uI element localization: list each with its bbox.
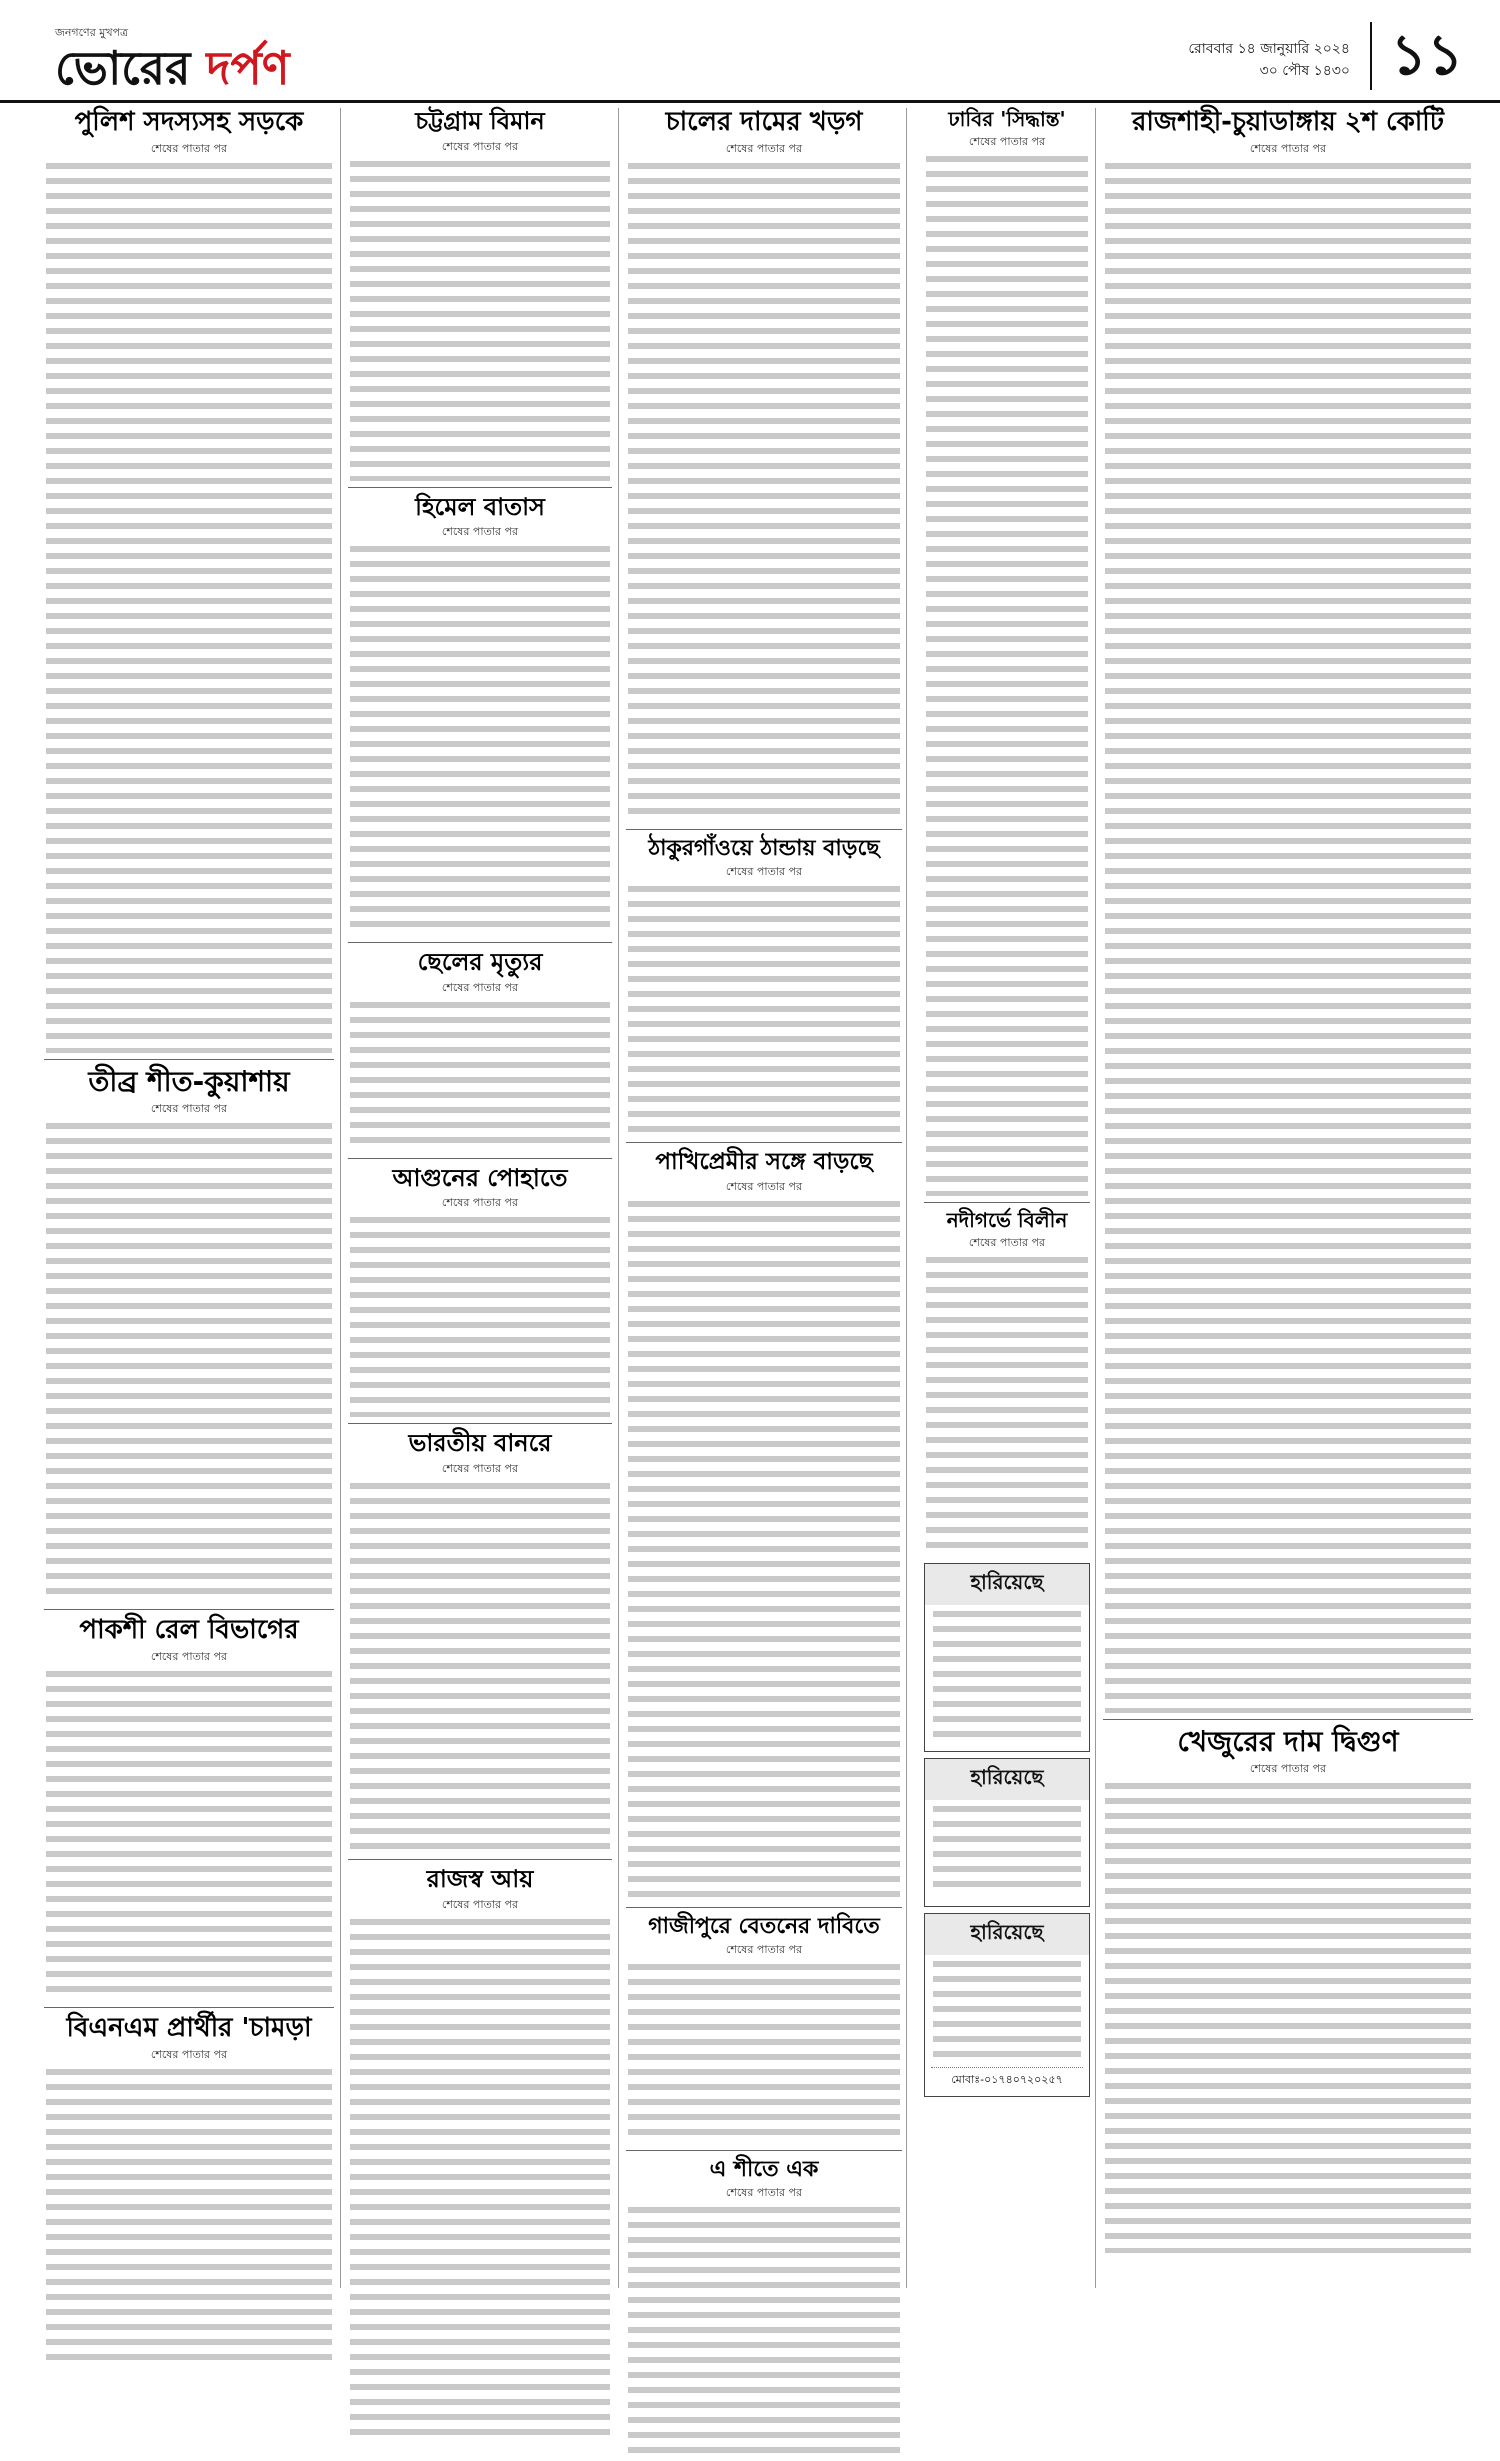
headline: রাজস্ব আয় (426, 1864, 534, 1893)
article-police (44, 108, 334, 1053)
article-body (926, 1257, 1088, 1557)
article-body (46, 1123, 332, 1603)
headline: চট্টগ্রাম বিমান (415, 107, 545, 135)
logo-tagline: জনগণের মুখপত্র (55, 26, 129, 39)
article-thakurgaon-cold (626, 836, 902, 1136)
continued-label: শেষের পাতার পর (150, 1649, 228, 1663)
article-river-erosion (924, 1209, 1090, 1557)
article-pakshi-rail (44, 1616, 334, 2001)
headline: হিমেল বাতাস (415, 492, 545, 521)
issue-date-gregorian: রোববার ১৪ জানুয়ারি ২০২৪ (1188, 41, 1350, 57)
continued-label: শেষের পাতার পর (968, 1236, 1046, 1249)
divider (348, 487, 612, 488)
headline: চালের দামের খড়গ (665, 107, 863, 137)
article-cold-wind (348, 494, 612, 937)
article-body (350, 1217, 610, 1417)
continued-label: শেষের পাতার পর (441, 139, 519, 153)
column-5 (1103, 108, 1473, 2257)
headline: ছেলের মৃত্যুর (417, 948, 543, 977)
divider (348, 1158, 612, 1159)
headline: ঢাবির 'সিদ্ধান্ত' (948, 107, 1066, 131)
headline: পাকশী রেল বিভাগের (79, 1615, 299, 1646)
column-3 (626, 108, 902, 2461)
lost-notice-phone: মোবাঃ-০১৭৪০৭২০২৫৭ (931, 2067, 1083, 2090)
continued-label: শেষের পাতার পর (441, 1461, 519, 1475)
column-divider (906, 108, 907, 2288)
headline: নদীগর্ভে বিলীন (946, 1208, 1068, 1232)
continued-label: শেষের পাতার পর (441, 1897, 519, 1911)
column-divider (1095, 108, 1096, 2288)
divider (1103, 1719, 1473, 1720)
divider (348, 1859, 612, 1860)
print-strip (908, 1560, 922, 2160)
newspaper-logo (55, 26, 415, 95)
article-indian-monkey (348, 1430, 612, 1853)
divider (626, 2150, 902, 2151)
article-body (628, 1964, 900, 2144)
article-son-death (348, 949, 612, 1152)
continued-label: শেষের পাতার পর (1249, 1762, 1327, 1776)
article-body (350, 1919, 610, 2439)
divider (348, 942, 612, 943)
article-cold-fog (44, 1066, 334, 1603)
headline: রাজশাহী-চুয়াডাঙ্গায় ২শ কোটি (1132, 107, 1444, 137)
continued-label: শেষের পাতার পর (441, 980, 519, 994)
article-body (46, 1671, 332, 2001)
continued-label: শেষের পাতার পর (150, 2047, 228, 2061)
continued-label: শেষের পাতার পর (150, 141, 228, 155)
article-body (628, 886, 900, 1136)
headline: আগুনের পোহাতে (392, 1163, 568, 1192)
continued-label: শেষের পাতার পর (441, 1196, 519, 1210)
article-body (350, 546, 610, 936)
headline: ঠাকুরগাঁওয়ে ঠান্ডায় বাড়ছে (648, 835, 880, 861)
lost-notice-title: হারিয়েছে (925, 1914, 1089, 1955)
article-revenue (348, 1866, 612, 2439)
divider (44, 1609, 334, 1610)
continued-label: শেষের পাতার পর (725, 2186, 803, 2200)
article-date-price-double (1103, 1726, 1473, 2253)
article-body (628, 163, 900, 823)
lost-notice-body (933, 1611, 1081, 1741)
article-fire-warming (348, 1165, 612, 1418)
divider (626, 829, 902, 830)
logo-text-2: দর্পণ (206, 41, 290, 95)
article-body (628, 1201, 900, 1901)
headline: তীব্র শীত-কুয়াশায় (88, 1064, 290, 1098)
article-body (350, 161, 610, 481)
continued-label: শেষের পাতার পর (150, 1102, 228, 1116)
divider (626, 1142, 902, 1143)
continued-label: শেষের পাতার পর (1249, 141, 1327, 155)
article-body (350, 1483, 610, 1853)
lost-notice-body (933, 1961, 1081, 2061)
continued-label: শেষের পাতার পর (725, 1179, 803, 1193)
headline: ভারতীয় বানরে (408, 1429, 552, 1458)
divider (924, 1202, 1090, 1203)
divider (44, 2007, 334, 2008)
page-number: ১১ (1370, 22, 1482, 90)
column-1 (44, 108, 334, 2373)
divider (626, 1907, 902, 1908)
column-divider (340, 108, 341, 2288)
issue-date (1160, 38, 1350, 82)
lost-notice (924, 1563, 1090, 1752)
article-du-decision (924, 108, 1090, 1196)
article-date-juice-revenue (1103, 108, 1473, 1713)
article-body (1105, 1783, 1471, 2253)
article-body (628, 2207, 900, 2457)
headline: খেজুরের দাম দ্বিগুণ (1177, 1724, 1399, 1758)
headline: পুলিশ সদস্যসহ সড়কে (74, 107, 304, 137)
issue-date-bengali: ৩০ পৌষ ১৪৩০ (1259, 63, 1350, 79)
article-rice-price (626, 108, 902, 823)
article-this-winter (626, 2157, 902, 2457)
logo-text-1: ভোরের (55, 41, 191, 95)
continued-label: শেষের পাতার পর (968, 135, 1046, 148)
article-body (46, 2069, 332, 2369)
lost-notice-body (933, 1806, 1081, 1896)
lost-notice (924, 1913, 1090, 2097)
headline: এ শীতে এক (709, 2156, 819, 2182)
headline: গাজীপুরে বেতনের দাবিতে (648, 1913, 880, 1939)
lost-notice-title: হারিয়েছে (925, 1564, 1089, 1605)
article-gazipur-wages (626, 1914, 902, 2144)
divider (348, 1423, 612, 1424)
article-ctg-airport (348, 108, 612, 481)
lost-notice (924, 1758, 1090, 1907)
masthead (0, 0, 1500, 103)
article-body (350, 1002, 610, 1152)
headline: বিএনএম প্রার্থীর 'চামড়া (66, 2012, 312, 2043)
article-bnm-candidate (44, 2014, 334, 2369)
article-body (46, 163, 332, 1053)
column-4 (924, 108, 1090, 2103)
lost-notice-title: হারিয়েছে (925, 1759, 1089, 1800)
column-divider (618, 108, 619, 2288)
article-body (926, 156, 1088, 1196)
article-bird-lovers (626, 1149, 902, 1900)
column-2 (348, 108, 612, 2443)
continued-label: শেষের পাতার পর (725, 141, 803, 155)
article-body (1105, 163, 1471, 1713)
continued-label: শেষের পাতার পর (725, 865, 803, 879)
divider (44, 1059, 334, 1060)
headline: পাখিপ্রেমীর সঙ্গে বাড়ছে (655, 1149, 873, 1176)
continued-label: শেষের পাতার পর (725, 1942, 803, 1956)
continued-label: শেষের পাতার পর (441, 525, 519, 539)
